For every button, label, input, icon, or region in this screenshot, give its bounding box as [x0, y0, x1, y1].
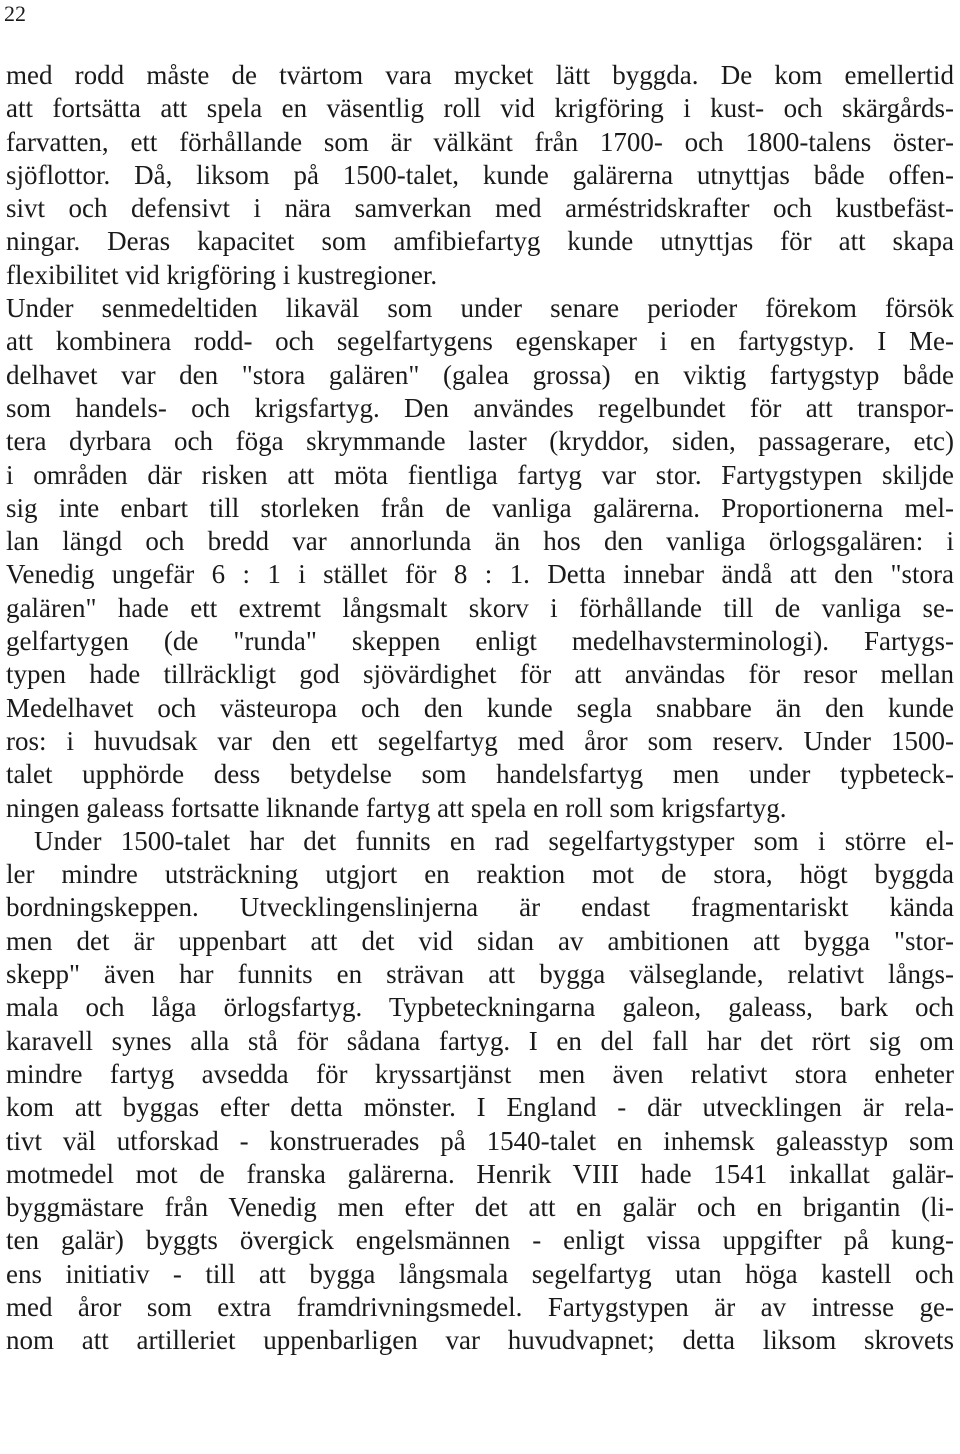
text-line: lan längd och bredd var annorlunda än hos den vanliga örlogsgalären: i — [6, 526, 954, 557]
paragraph — [6, 59, 954, 292]
text-line: men det är uppenbart att det vid sidan av ambitionen att bygga "stor- — [6, 925, 954, 956]
text-line: att kombinera rodd- och segelfartygens egenskaper i en fartygstyp. I Me- — [6, 326, 954, 357]
text-line: typen hade tillräckligt god sjövärdighet för att användas för resor mellan — [6, 659, 954, 690]
text-line: bordningskeppen. Utvecklingenslinjerna är endast fragmentariskt kända — [6, 892, 954, 923]
text-line: Venedig ungefär 6 : 1 i stället för 8 : 1. Detta innebar ändå att den "stora — [6, 559, 954, 590]
text-line: motmedel mot de franska galärerna. Henrik VIII hade 1541 inkallat galär- — [6, 1158, 954, 1189]
text-line: med åror som extra framdrivningsmedel. Fartygstypen är av intresse ge- — [6, 1291, 954, 1322]
text-line: att fortsätta att spela en väsentlig roll vid krigföring i kust- och skärgårds- — [6, 93, 954, 124]
page-number: 22 — [4, 1, 26, 26]
text-line: i områden där risken att möta fientliga fartyg var stor. Fartygstypen skiljde — [6, 459, 954, 490]
text-line: mindre fartyg avsedda för kryssartjänst men även relativt stora enheter — [6, 1058, 954, 1089]
paragraph — [6, 292, 954, 825]
text-line: ningen galeass fortsatte liknande fartyg att spela en roll som krigsfartyg. — [6, 792, 787, 823]
text-line: gelfartygen (de "runda" skeppen enligt medelhavsterminologi). Fartygs- — [6, 626, 954, 657]
text-line: ningar. Deras kapacitet som amfibiefartyg kunde utnyttjas för att skapa — [6, 226, 954, 257]
text-line: skepp" även har funnits en strävan att bygga välseglande, relativt långs- — [6, 959, 954, 990]
text-line: sivt och defensivt i nära samverkan med arméstridskrafter och kustbefäst- — [6, 193, 954, 224]
text-line: som handels- och krigsfartyg. Den användes regelbundet för att transpor- — [6, 392, 954, 423]
text-line: byggmästare från Venedig men efter det att en galär och en brigantin (li- — [6, 1192, 954, 1223]
text-line: ler mindre utsträckning utgjort en reaktion mot de stora, högt byggda — [6, 859, 954, 890]
text-line: ros: i huvudsak var den ett segelfartyg med åror som reserv. Under 1500- — [6, 725, 954, 756]
text-line: flexibilitet vid krigföring i kustregioner. — [6, 259, 438, 290]
text-line: talet upphörde dess betydelse som handelsfartyg men under typbeteck- — [6, 759, 954, 790]
text-line: tivt väl utforskad - konstruerades på 1540-talet en inhemsk galeasstyp som — [6, 1125, 954, 1156]
paragraph — [6, 825, 954, 1358]
text-line: delhavet var den "stora galären" (galea grossa) en viktig fartygstyp både — [6, 359, 954, 390]
text-line: tera dyrbara och föga skrymmande laster (kryddor, siden, passagerare, etc) — [6, 426, 954, 457]
text-line: ens initiativ - till att bygga långsmala segelfartyg utan höga kastell och — [6, 1258, 954, 1289]
text-line: Under senmedeltiden likaväl som under senare perioder förekom försök — [6, 293, 954, 324]
text-line: nom att artilleriet uppenbarligen var huvudvapnet; detta liksom skrovets — [6, 1325, 954, 1356]
text-line: Under 1500-talet har det funnits en rad segelfartygstyper som i större el- — [34, 825, 954, 856]
text-line: med rodd måste de tvärtom vara mycket lätt byggda. De kom emellertid — [6, 60, 954, 90]
text-line: ten galär) byggts övergick engelsmännen - enligt vissa uppgifter på kung- — [6, 1225, 954, 1256]
text-line: galären" hade ett extremt långsmalt skorv i förhållande till de vanliga se- — [6, 592, 954, 623]
text-line: mala och låga örlogsfartyg. Typbeteckningarna galeon, galeass, bark och — [6, 992, 954, 1023]
text-line: farvatten, ett förhållande som är välkänt från 1700- och 1800-talens öster- — [6, 126, 954, 157]
text-line: kom att byggas efter detta mönster. I England - där utvecklingen är rela- — [6, 1092, 954, 1123]
text-line: karavell synes alla stå för sådana fartyg. I en del fall har det rört sig om — [6, 1025, 954, 1056]
body-text — [6, 59, 954, 1358]
text-line: Medelhavet och västeuropa och den kunde segla snabbare än den kunde — [6, 692, 954, 723]
text-line: sig inte enbart till storleken från de vanliga galärerna. Proportionerna mel- — [6, 492, 954, 523]
text-line: sjöflottor. Då, liksom på 1500-talet, kunde galärerna utnyttjas både offen- — [6, 159, 954, 190]
